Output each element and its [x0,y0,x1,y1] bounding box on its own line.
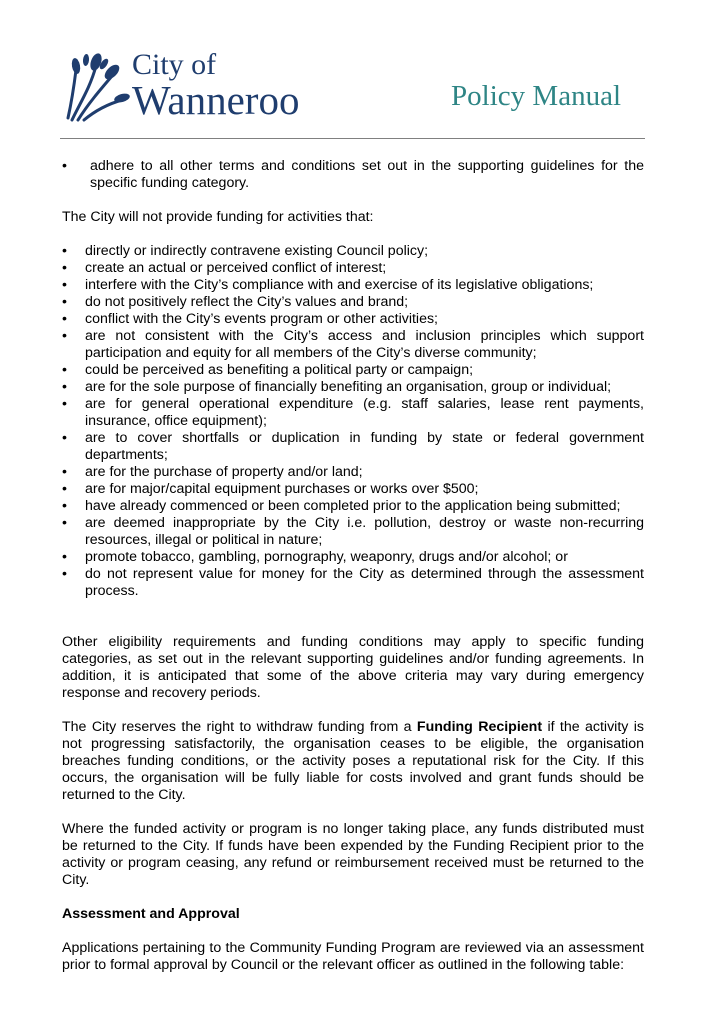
not-fund-intro: The City will not provide funding for activities that: [62,209,374,225]
page-title: Policy Manual [451,80,621,112]
list-item: • do not positively reflect the City’s values and brand; [62,294,644,311]
withdraw-funding-paragraph [62,719,644,804]
list-item: • create an actual or perceived conflict of interest; [62,260,644,277]
other-requirements-paragraph: Other eligibility requirements and funding conditions may apply to specific funding categories, as set out in the relevant supporting guidelines and/or funding agreements. In addition, it is anticipated that some of the above criteria may vary during emergency response and recovery periods. [62,634,644,701]
list-item: • are for the sole purpose of financially benefiting an organisation, group or individual; [62,379,644,396]
return-funds-paragraph: Where the funded activity or program is no longer taking place, any funds distributed must be returned to the City. If funds have been expended by the Funding Recipient prior to the activity or program ceasing, any refund or reimbursement received must be returned to the City. [62,821,644,888]
assessment-heading: Assessment and Approval [62,906,240,922]
list-item: • are for general operational expenditure (e.g. staff salaries, lease rent payments, insurance, office equipment); [62,396,644,430]
list-item: • are to cover shortfalls or duplication in funding by state or federal government departments; [62,430,644,464]
withdraw-text-start: The City reserves the right to withdraw funding from a [62,719,417,735]
list-item: • are for major/capital equipment purchases or works over $500; [62,481,644,498]
assessment-paragraph: Applications pertaining to the Community Funding Program are reviewed via an assessment prior to formal approval by Council or the relevant officer as outlined in the following table: [62,940,644,973]
kangaroo-paw-icon [60,48,132,123]
section-heading [62,906,644,923]
funding-recipient-term: Funding Recipient [416,719,543,735]
list-item: • are deemed inappropriate by the City i.e. pollution, destroy or waste non-recurring resources, illegal or political in nature; [62,515,644,549]
city-logo [60,48,330,123]
list-item: • are for the purchase of property and/or land; [62,464,644,481]
withdraw-text-end: if the activity is not progressing satisfactorily, the organisation ceases to be eligible, the organisation breaches funding conditions, or the activity poses a reputational risk for the City. If this occurs, the organisation will be fully liable for costs involved and grant funds should be returned to the City. [62,719,644,803]
logo-city-text: City of [132,48,217,81]
list-item: • adhere to all other terms and conditions set out in the supporting guidelines for the specific funding category. [62,158,644,192]
list-item: • could be perceived as benefiting a political party or campaign; [62,362,644,379]
document-body [62,158,644,974]
conditions-list [62,158,644,192]
list-item: • directly or indirectly contravene existing Council policy; [62,243,644,260]
header-divider [60,138,645,139]
not-fund-list [62,243,644,600]
list-item: • promote tobacco, gambling, pornography, weaponry, drugs and/or alcohol; or [62,549,644,566]
list-item: • are not consistent with the City’s access and inclusion principles which support participation and equity for all members of the City’s diverse community; [62,328,644,362]
logo-wanneroo-text: Wanneroo [132,77,300,123]
list-item: • interfere with the City’s compliance with and exercise of its legislative obligations; [62,277,644,294]
list-item: • conflict with the City’s events program or other activities; [62,311,644,328]
list-item: • do not represent value for money for the City as determined through the assessment process. [62,566,644,600]
list-item: • have already commenced or been completed prior to the application being submitted; [62,498,644,515]
